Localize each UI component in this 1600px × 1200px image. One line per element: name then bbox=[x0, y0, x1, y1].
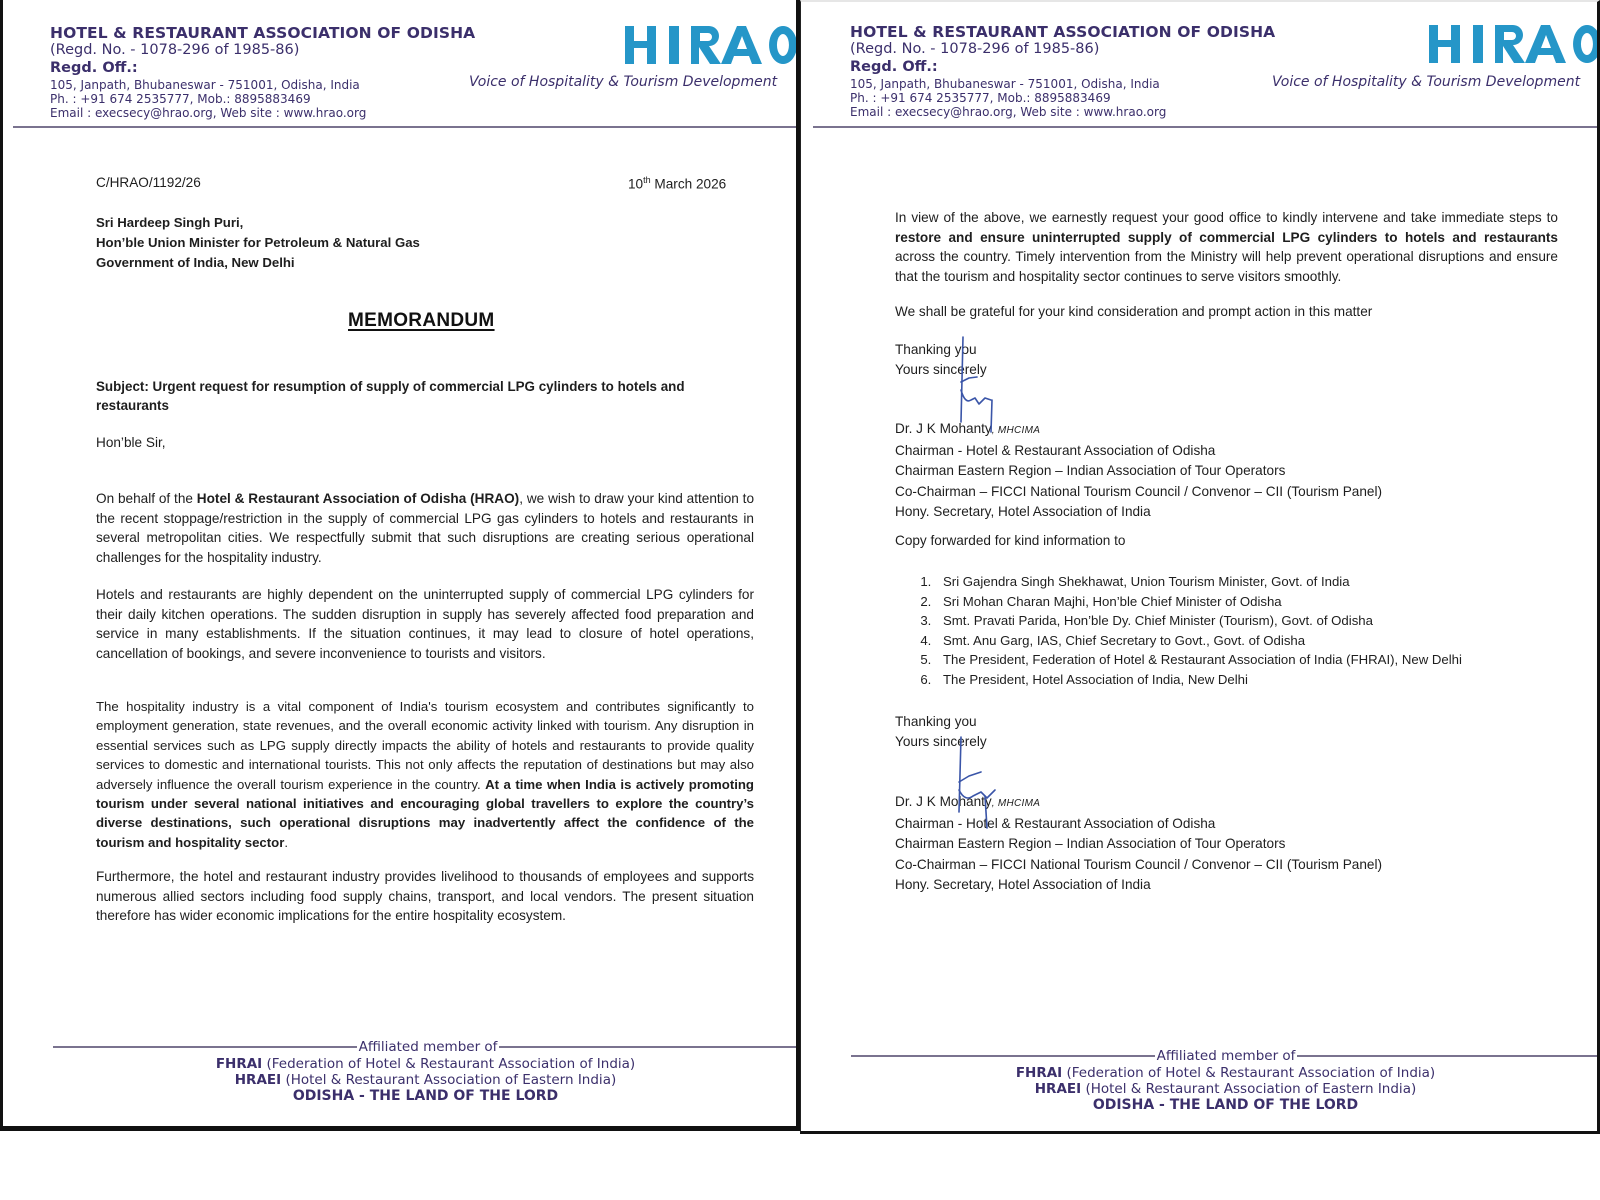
footer-motto: ODISHA - THE LAND OF THE LORD bbox=[1092, 1097, 1359, 1113]
letterhead-regd-no: (Regd. No. - 1078-296 of 1985-86) bbox=[50, 42, 300, 58]
cc-list-item: 4. Smt. Anu Garg, IAS, Chief Secretary to Govt., Govt. of Odisha bbox=[935, 631, 1462, 651]
footer-fhrai bbox=[863, 1065, 1588, 1081]
cc-list-item: 6. The President, Hotel Association of India, New Delhi bbox=[935, 670, 1462, 690]
paragraph-4: Furthermore, the hotel and restaurant industry provides livelihood to thousands of employees and supports numerous allied sectors including food supply chains, transport, and local vendors. The present situation therefore has wider economic implications for the entire hospitality ecosystem. bbox=[96, 869, 754, 924]
letterhead-address: 105, Janpath, Bhubaneswar - 751001, Odisha, India bbox=[50, 78, 360, 92]
footer-fhrai bbox=[63, 1056, 788, 1072]
letterhead-email-web: Email : execsecy@hrao.org, Web site : www.hrao.org bbox=[50, 106, 367, 120]
letterhead-org-name: HOTEL & RESTAURANT ASSOCIATION OF ODISHA bbox=[850, 23, 1276, 41]
date-rest: March 2026 bbox=[650, 176, 727, 192]
date-day: 10 bbox=[628, 176, 644, 192]
para1-text-c: , we wish to draw your kind attention to the recent stoppage/restriction in the supply of commercial LPG gas cylinders to hotels and restaurants in several metropolitan cities. We respectfully submit that such disruptions are creating serious operational challenges for the hospitality industry. bbox=[96, 491, 755, 565]
letterhead-tagline: Voice of Hospitality & Tourism Development bbox=[469, 74, 778, 90]
signatory-title: Hony. Secretary, Hotel Association of India bbox=[895, 876, 1151, 892]
fhrai-abbr: FHRAI bbox=[1015, 1065, 1063, 1081]
footer-affiliated-label: Affiliated member of bbox=[358, 1039, 498, 1055]
hraei-full: (Hotel & Restaurant Association of Eastern India) bbox=[1085, 1081, 1417, 1097]
addressee-office: Government of India, New Delhi bbox=[96, 255, 295, 270]
cc-list-item: 3. Smt. Pravati Parida, Hon’ble Dy. Chief Minister (Tourism), Govt. of Odisha bbox=[935, 611, 1462, 631]
signatory-title: Hony. Secretary, Hotel Association of India bbox=[895, 503, 1151, 519]
letterhead-org-name: HOTEL & RESTAURANT ASSOCIATION OF ODISHA bbox=[50, 24, 476, 42]
letterhead-divider bbox=[813, 126, 1600, 128]
signatory-title: Chairman - Hotel & Restaurant Association of Odisha bbox=[895, 816, 1216, 832]
addressee-block bbox=[96, 213, 420, 273]
letterhead-regd-off-label: Regd. Off.: bbox=[850, 59, 938, 75]
request-paragraph bbox=[895, 208, 1558, 286]
date-suffix: th bbox=[643, 175, 651, 185]
closing-thanking: Thanking you bbox=[895, 342, 977, 357]
signatory-name: Dr. J K Mohanty bbox=[895, 794, 992, 809]
signatory-suffix: , MHCIMA bbox=[991, 798, 1041, 809]
footer-affiliated bbox=[53, 1039, 800, 1055]
letterhead-phone: Ph. : +91 674 2535777, Mob.: 8895883469 bbox=[50, 92, 311, 106]
addressee-designation: Hon’ble Union Minister for Petroleum & Natural Gas bbox=[96, 235, 420, 250]
closing-block-1 bbox=[895, 340, 987, 380]
signatory-suffix: , MHCIMA bbox=[991, 425, 1041, 436]
signatory-name: Dr. J K Mohanty bbox=[895, 421, 992, 436]
para1-text-a: On behalf of the bbox=[96, 491, 197, 506]
signatory-block-1 bbox=[895, 419, 1382, 522]
memo-page-1 bbox=[0, 0, 800, 1131]
para1-org-name: Hotel & Restaurant Association of Odisha (HRAO) bbox=[196, 491, 520, 506]
para3-text-c: . bbox=[284, 834, 288, 850]
hraei-full: (Hotel & Restaurant Association of Eastern India) bbox=[285, 1072, 617, 1088]
closing-block-2 bbox=[895, 712, 987, 752]
signatory-title: Co-Chairman – FICCI National Tourism Council / Convenor – CII (Tourism Panel) bbox=[895, 856, 1383, 872]
footer-affiliations bbox=[863, 1065, 1588, 1114]
para3-bold-text: At a time when India is actively promoting tourism under several national initiatives and encouraging global travellers to explore the country’s diverse destinations, such operational disruptions may inadvertently affect the confidence of the tourism and hospitality sector bbox=[96, 776, 754, 850]
letterhead-divider bbox=[13, 126, 800, 128]
request-text-a: In view of the above, we earnestly request your good office to kindly intervene and take immediate steps to bbox=[895, 210, 1558, 225]
closing-yours: Yours sincerely bbox=[895, 734, 987, 750]
signatory-name-line bbox=[895, 419, 1382, 441]
footer-hraei bbox=[863, 1081, 1588, 1097]
fhrai-full: (Federation of Hotel & Restaurant Association of India) bbox=[1066, 1065, 1436, 1081]
footer-motto: ODISHA - THE LAND OF THE LORD bbox=[292, 1088, 559, 1104]
signatory-block-2 bbox=[895, 792, 1382, 895]
footer-affiliations bbox=[63, 1056, 788, 1105]
letterhead-address: 105, Janpath, Bhubaneswar - 751001, Odisha, India bbox=[850, 77, 1160, 91]
footer-hraei bbox=[63, 1072, 788, 1088]
letterhead-email-web: Email : execsecy@hrao.org, Web site : www.hrao.org bbox=[850, 105, 1167, 119]
letter-date bbox=[628, 175, 726, 192]
memo-subject: Subject: Urgent request for resumption of supply of commercial LPG cylinders to hotels and restaurants bbox=[96, 379, 685, 413]
cc-list-item: 1. Sri Gajendra Singh Shekhawat, Union Tourism Minister, Govt. of India bbox=[935, 572, 1462, 592]
closing-yours: Yours sincerely bbox=[895, 362, 987, 378]
letterhead-footer bbox=[53, 1039, 800, 1055]
letterhead-regd-off-label: Regd. Off.: bbox=[50, 60, 138, 76]
fhrai-full: (Federation of Hotel & Restaurant Association of India) bbox=[266, 1056, 636, 1072]
signatory-title: Chairman Eastern Region – Indian Association of Tour Operators bbox=[895, 463, 1286, 479]
signatory-title: Co-Chairman – FICCI National Tourism Council / Convenor – CII (Tourism Panel) bbox=[895, 483, 1383, 499]
paragraph-3 bbox=[96, 697, 754, 852]
grateful-paragraph: We shall be grateful for your kind consideration and prompt action in this matter bbox=[895, 304, 1373, 319]
letterhead-phone: Ph. : +91 674 2535777, Mob.: 8895883469 bbox=[850, 91, 1111, 105]
letterhead-tagline: Voice of Hospitality & Tourism Development bbox=[1272, 74, 1581, 90]
closing-thanking: Thanking you bbox=[895, 714, 977, 729]
letterhead-footer bbox=[851, 1048, 1600, 1064]
memo-page-2 bbox=[800, 0, 1600, 1134]
cc-list-item: 2. Sri Mohan Charan Majhi, Hon’ble Chief Minister of Odisha bbox=[935, 592, 1462, 612]
request-bold-text: restore and ensure uninterrupted supply of commercial LPG cylinders to hotels and restaurants bbox=[895, 229, 1558, 245]
hraei-abbr: HRAEI bbox=[1034, 1081, 1082, 1097]
para3-text-a: The hospitality industry is a vital component of India's tourism ecosystem and contributes significantly to employment generation, state revenues, and the overall economic activity linked with tourism. Any disruption in essential services such as LPG supply directly impacts the ability of hotels and restaurants to provide quality services to domestic and international tourists. This not only affects the reputation of destinations but may also adversely influence the overall tourism experience in the country. bbox=[96, 699, 754, 792]
hrao-logo bbox=[625, 24, 797, 66]
request-text-c: across the country. Timely intervention from the Ministry will help prevent operational disruptions and ensure that the tourism and hospitality sector continues to serve visitors smoothly. bbox=[895, 249, 1558, 284]
salutation: Hon’ble Sir, bbox=[96, 435, 166, 450]
letterhead-regd-no: (Regd. No. - 1078-296 of 1985-86) bbox=[850, 41, 1100, 57]
signatory-name-line bbox=[895, 792, 1382, 814]
footer-affiliated-label: Affiliated member of bbox=[1156, 1048, 1296, 1064]
paragraph-2: Hotels and restaurants are highly dependent on the uninterrupted supply of commercial LPG cylinders for their daily kitchen operations. The sudden disruption in supply has severely affected food preparation and service in many establishments. If the situation continues, it may lead to closure of hotel operations, cancellation of bookings, and severe inconvenience to tourists and visitors. bbox=[96, 587, 754, 661]
cc-list bbox=[887, 572, 1462, 690]
hraei-abbr: HRAEI bbox=[234, 1072, 282, 1088]
fhrai-abbr: FHRAI bbox=[215, 1056, 263, 1072]
memo-title: MEMORANDUM bbox=[348, 310, 495, 331]
reference-number: C/HRAO/1192/26 bbox=[96, 175, 201, 190]
cc-list-item: 5. The President, Federation of Hotel & Restaurant Association of India (FHRAI), New Delhi bbox=[935, 650, 1462, 670]
signatory-title: Chairman Eastern Region – Indian Association of Tour Operators bbox=[895, 836, 1286, 852]
footer-affiliated bbox=[851, 1048, 1600, 1064]
cc-heading: Copy forwarded for kind information to bbox=[895, 533, 1126, 548]
hrao-logo bbox=[1429, 23, 1600, 65]
paragraph-1 bbox=[96, 489, 754, 567]
addressee-name: Sri Hardeep Singh Puri, bbox=[96, 215, 244, 230]
signatory-title: Chairman - Hotel & Restaurant Association of Odisha bbox=[895, 443, 1216, 459]
